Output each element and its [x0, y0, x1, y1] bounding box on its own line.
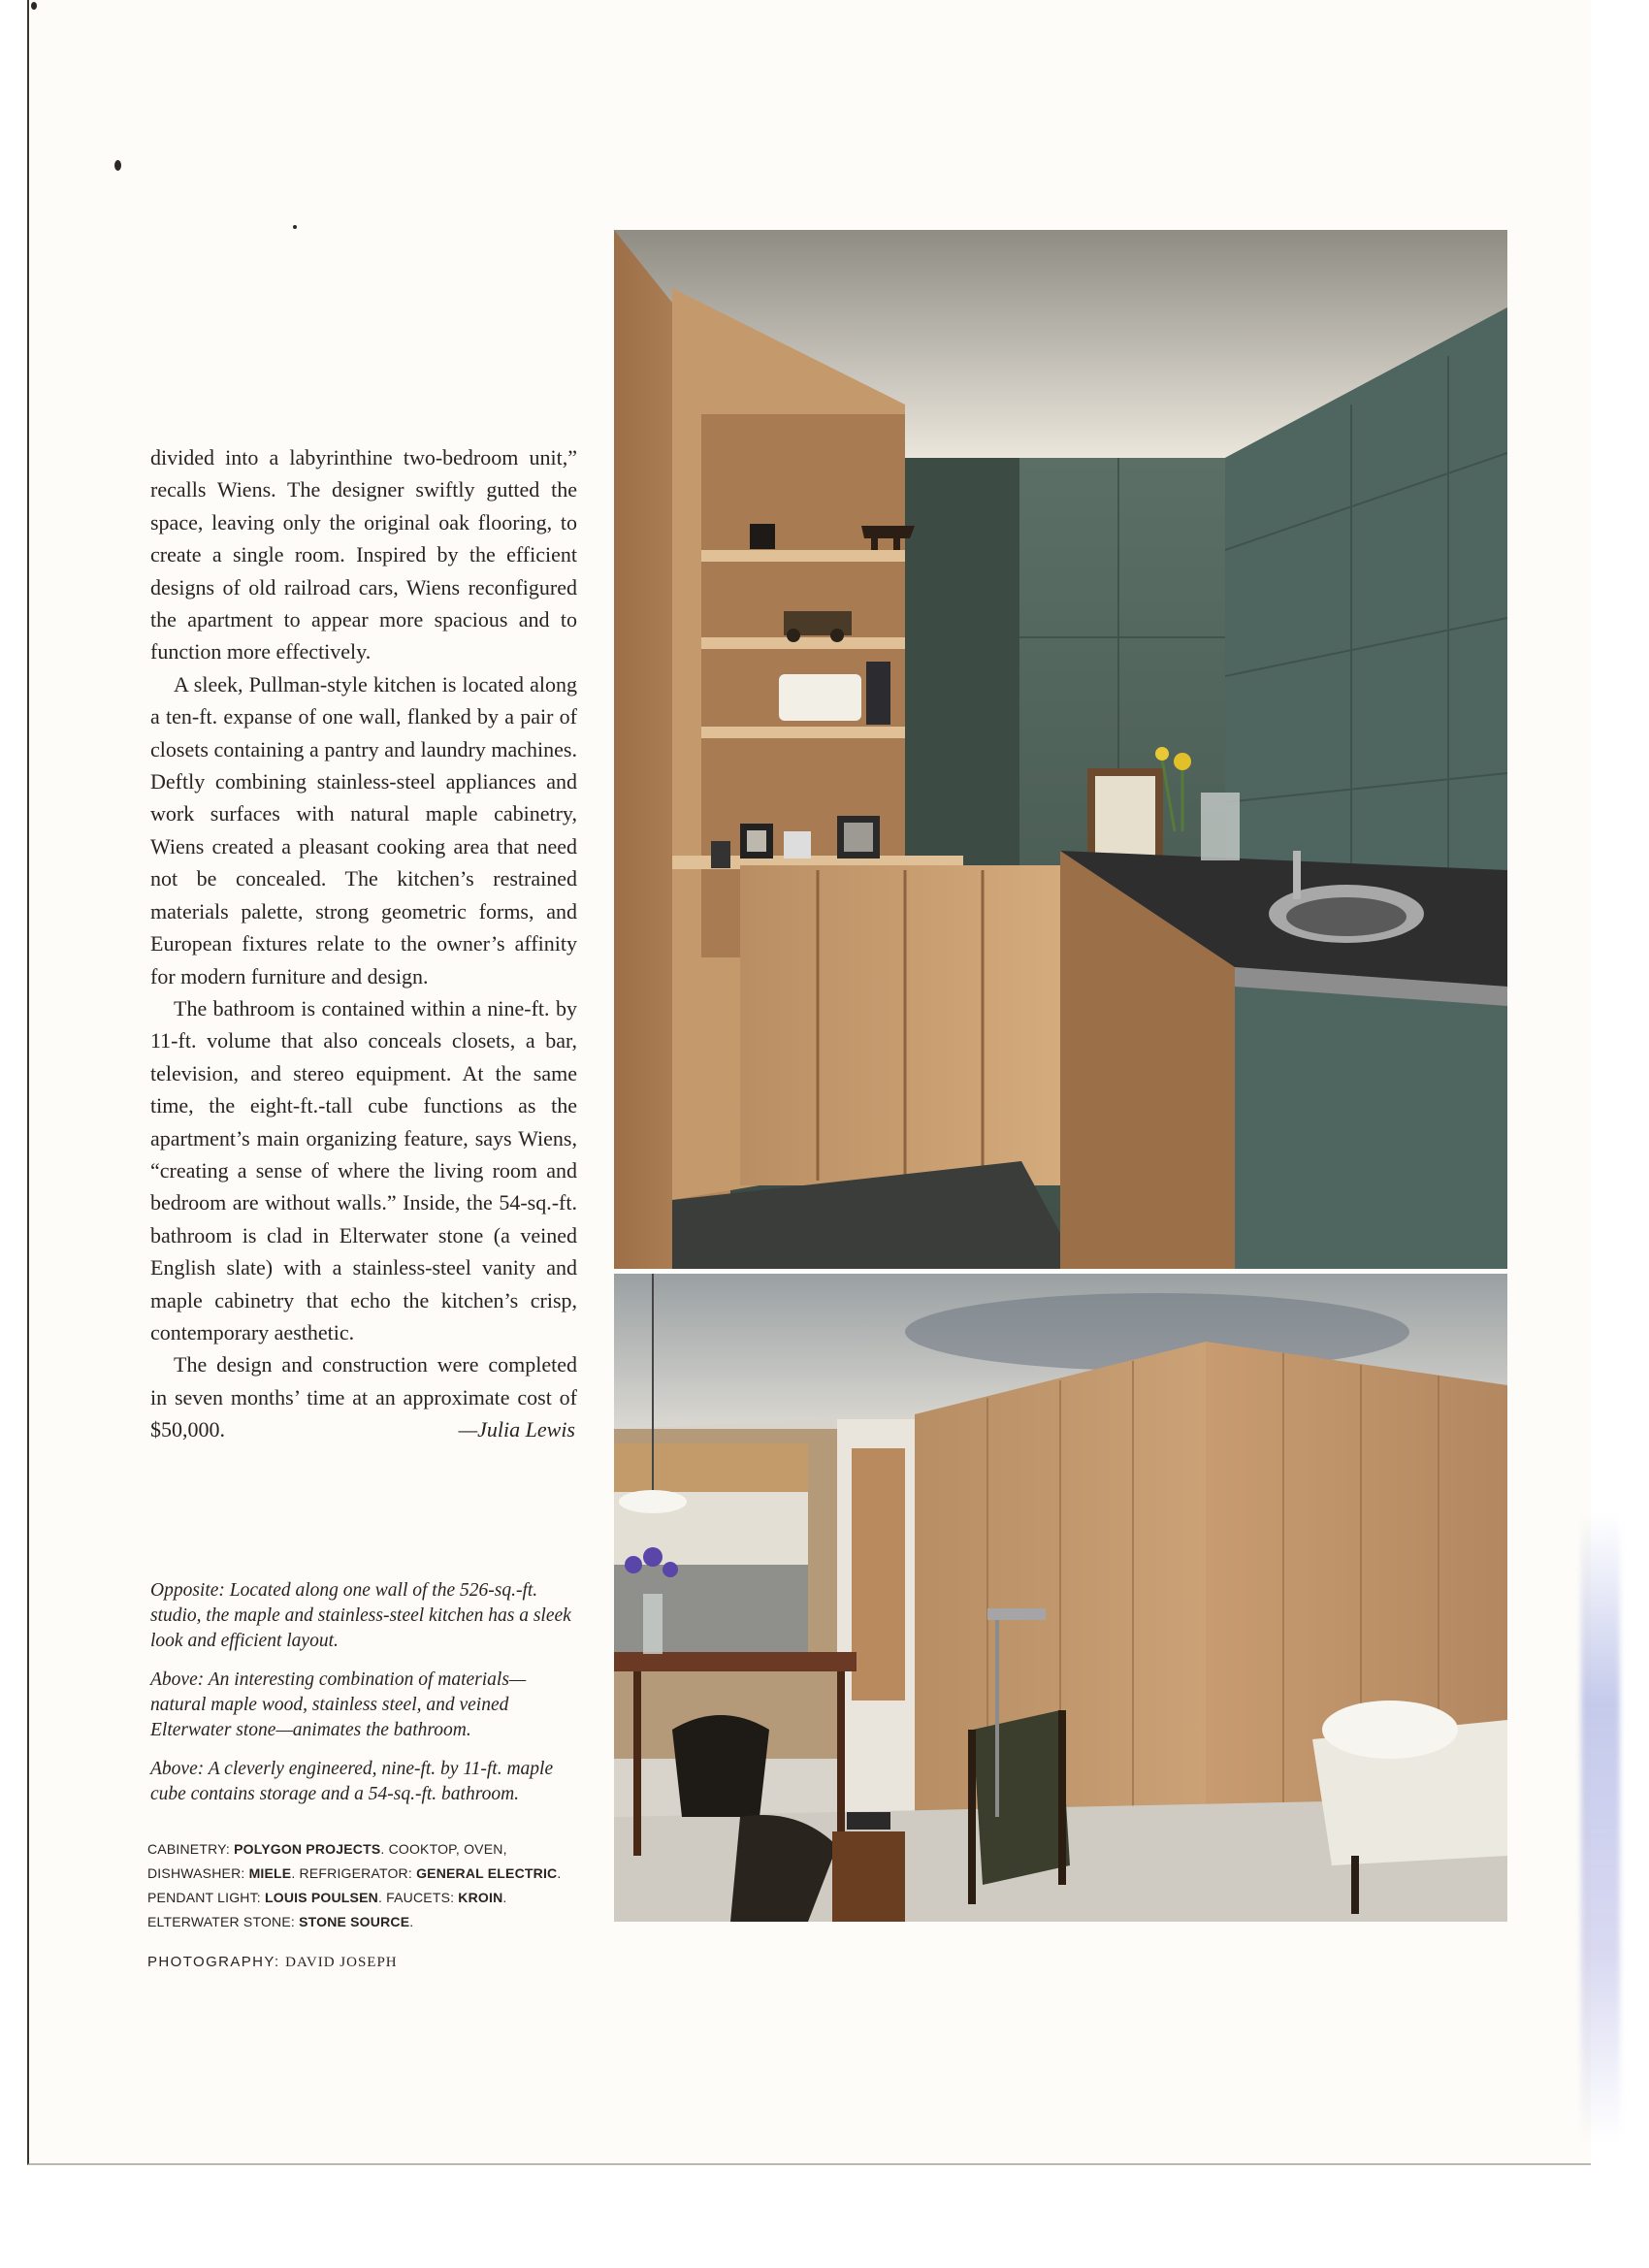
article-paragraph: A sleek, Pullman-style kitchen is located along a ten-ft. expanse of one wall, flanked by a pair of closets containing a pantry and laundry machines. Deftly combining stainless-steel appliances and work surfaces with natural maple cabinetry, Wiens created a pleasant cooking area that need not be concealed. The kitchen’s restrained materials palette, strong geometric forms, and European fixtures relate to the owner’s affinity for modern furniture and design. — [150, 671, 577, 988]
credit-value: MIELE — [248, 1865, 292, 1881]
bathroom-photo — [614, 230, 1507, 1269]
credit-label: ELTERWATER STONE: — [147, 1914, 295, 1929]
caption-above-bathroom: Above: An interesting combination of materials—natural maple wood, stainless steel, and veined Elterwater stone—animates the bathroom. — [150, 1669, 527, 1740]
sources-credits: CABINETRY: POLYGON PROJECTS. COOKTOP, OVEN, DISHWASHER: MIELE. REFRIGERATOR: GENERAL ELECTRIC. PENDANT LIGHT: LOUIS POULSEN. FAUCETS: KROIN. ELTERWATER STONE: STONE SOURCE. — [147, 1841, 562, 1929]
photo-captions — [150, 1578, 577, 1821]
credit-label: FAUCETS: — [386, 1890, 455, 1905]
scan-speck — [114, 160, 121, 171]
article-paragraph — [150, 1348, 577, 1445]
photography-credit — [147, 1954, 398, 1971]
byline: —Julia Lewis — [458, 1417, 575, 1442]
credit-value: POLYGON PROJECTS — [234, 1841, 381, 1857]
credit-value: KROIN — [458, 1890, 503, 1905]
article-paragraph: The bathroom is contained within a nine-ft. by 11-ft. volume that also conceals closets, a bar, television, and stereo equipment. At the same time, the eight-ft.-tall cube functions as the apartment’s main organizing feature, says Wiens, “creating a sense of where the living room and bedroom are without walls.” Inside, the 54-sq.-ft. bathroom is clad in Elterwater stone (a veined English slate) with a stainless-steel vanity and maple cabinetry that echo the kitchen’s crisp, contemporary aesthetic. — [150, 995, 577, 1345]
scan-speck — [31, 2, 37, 10]
article-body — [150, 441, 577, 1446]
credit-label: COOKTOP, OVEN, DISHWASHER: — [147, 1841, 507, 1881]
credit-value: STONE SOURCE — [299, 1914, 410, 1929]
caption-above-cube: Above: A cleverly engineered, nine-ft. by 11-ft. maple cube contains storage and a 54-sq.-ft. bathroom. — [150, 1759, 554, 1804]
photographer-name: DAVID JOSEPH — [285, 1955, 398, 1970]
closing-text: The design and construction were completed in seven months’ time at an approximate cost of $50,000. — [150, 1352, 577, 1442]
scan-speck — [293, 225, 297, 229]
caption-opposite: Opposite: Located along one wall of the 526-sq.-ft. studio, the maple and stainless-steel kitchen has a sleek look and efficient layout. — [150, 1580, 571, 1651]
credit-value: LOUIS POULSEN — [265, 1890, 378, 1905]
cube-photo — [614, 1274, 1507, 1922]
credit-value: GENERAL ELECTRIC — [416, 1865, 558, 1881]
article-paragraph: divided into a labyrinthine two-bedroom unit,” recalls Wiens. The designer swiftly gutted the space, leaving only the original oak flooring, to create a single room. Inspired by the efficient designs of old railroad cars, Wiens reconfigured the apartment to appear more spacious and to function more effectively. — [150, 445, 577, 664]
credit-label: REFRIGERATOR: — [299, 1865, 412, 1881]
credit-label: PENDANT LIGHT: — [147, 1890, 261, 1905]
photography-label: PHOTOGRAPHY: — [147, 1954, 280, 1970]
credit-label: CABINETRY: — [147, 1841, 230, 1857]
